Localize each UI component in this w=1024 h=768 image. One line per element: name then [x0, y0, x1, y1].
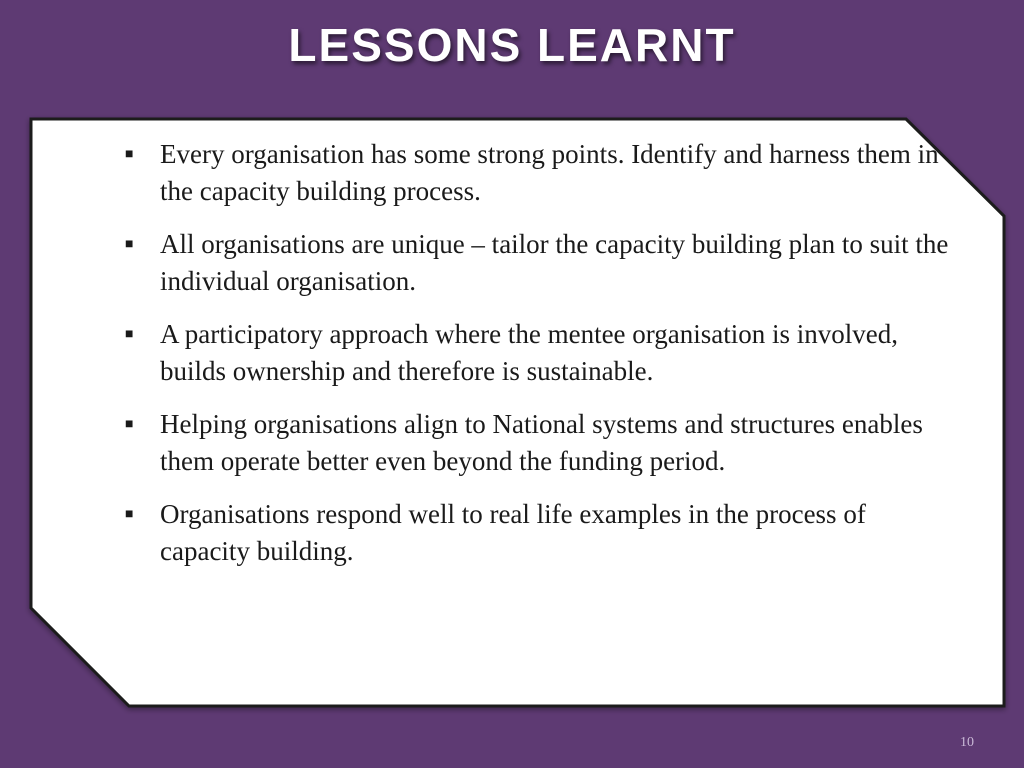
bullet-text: Every organisation has some strong points. Identify and harness them in the capacity building process. [160, 139, 939, 206]
bullet-item [120, 136, 950, 210]
bullet-text: Helping organisations align to National systems and structures enables them operate better even beyond the funding period. [160, 409, 923, 476]
bullet-item [120, 406, 950, 480]
bullet-square-icon: ■ [125, 147, 134, 162]
bullet-item [120, 226, 950, 300]
bullet-square-icon: ■ [125, 237, 134, 252]
bullet-text: All organisations are unique – tailor the capacity building plan to suit the individual organisation. [160, 229, 949, 296]
bullet-item [120, 316, 950, 390]
page-number: 10 [960, 735, 974, 750]
bullet-square-icon: ■ [125, 417, 134, 432]
bullet-item [120, 496, 950, 570]
slide-title: LESSONS LEARNT [288, 19, 736, 71]
bullet-square-icon: ■ [125, 327, 134, 342]
bullet-list [120, 136, 950, 586]
bullet-square-icon: ■ [125, 507, 134, 522]
bullet-text: A participatory approach where the mentee organisation is involved, builds ownership and therefore is sustainable. [160, 319, 899, 386]
bullet-text: Organisations respond well to real life examples in the process of capacity building. [160, 499, 866, 566]
